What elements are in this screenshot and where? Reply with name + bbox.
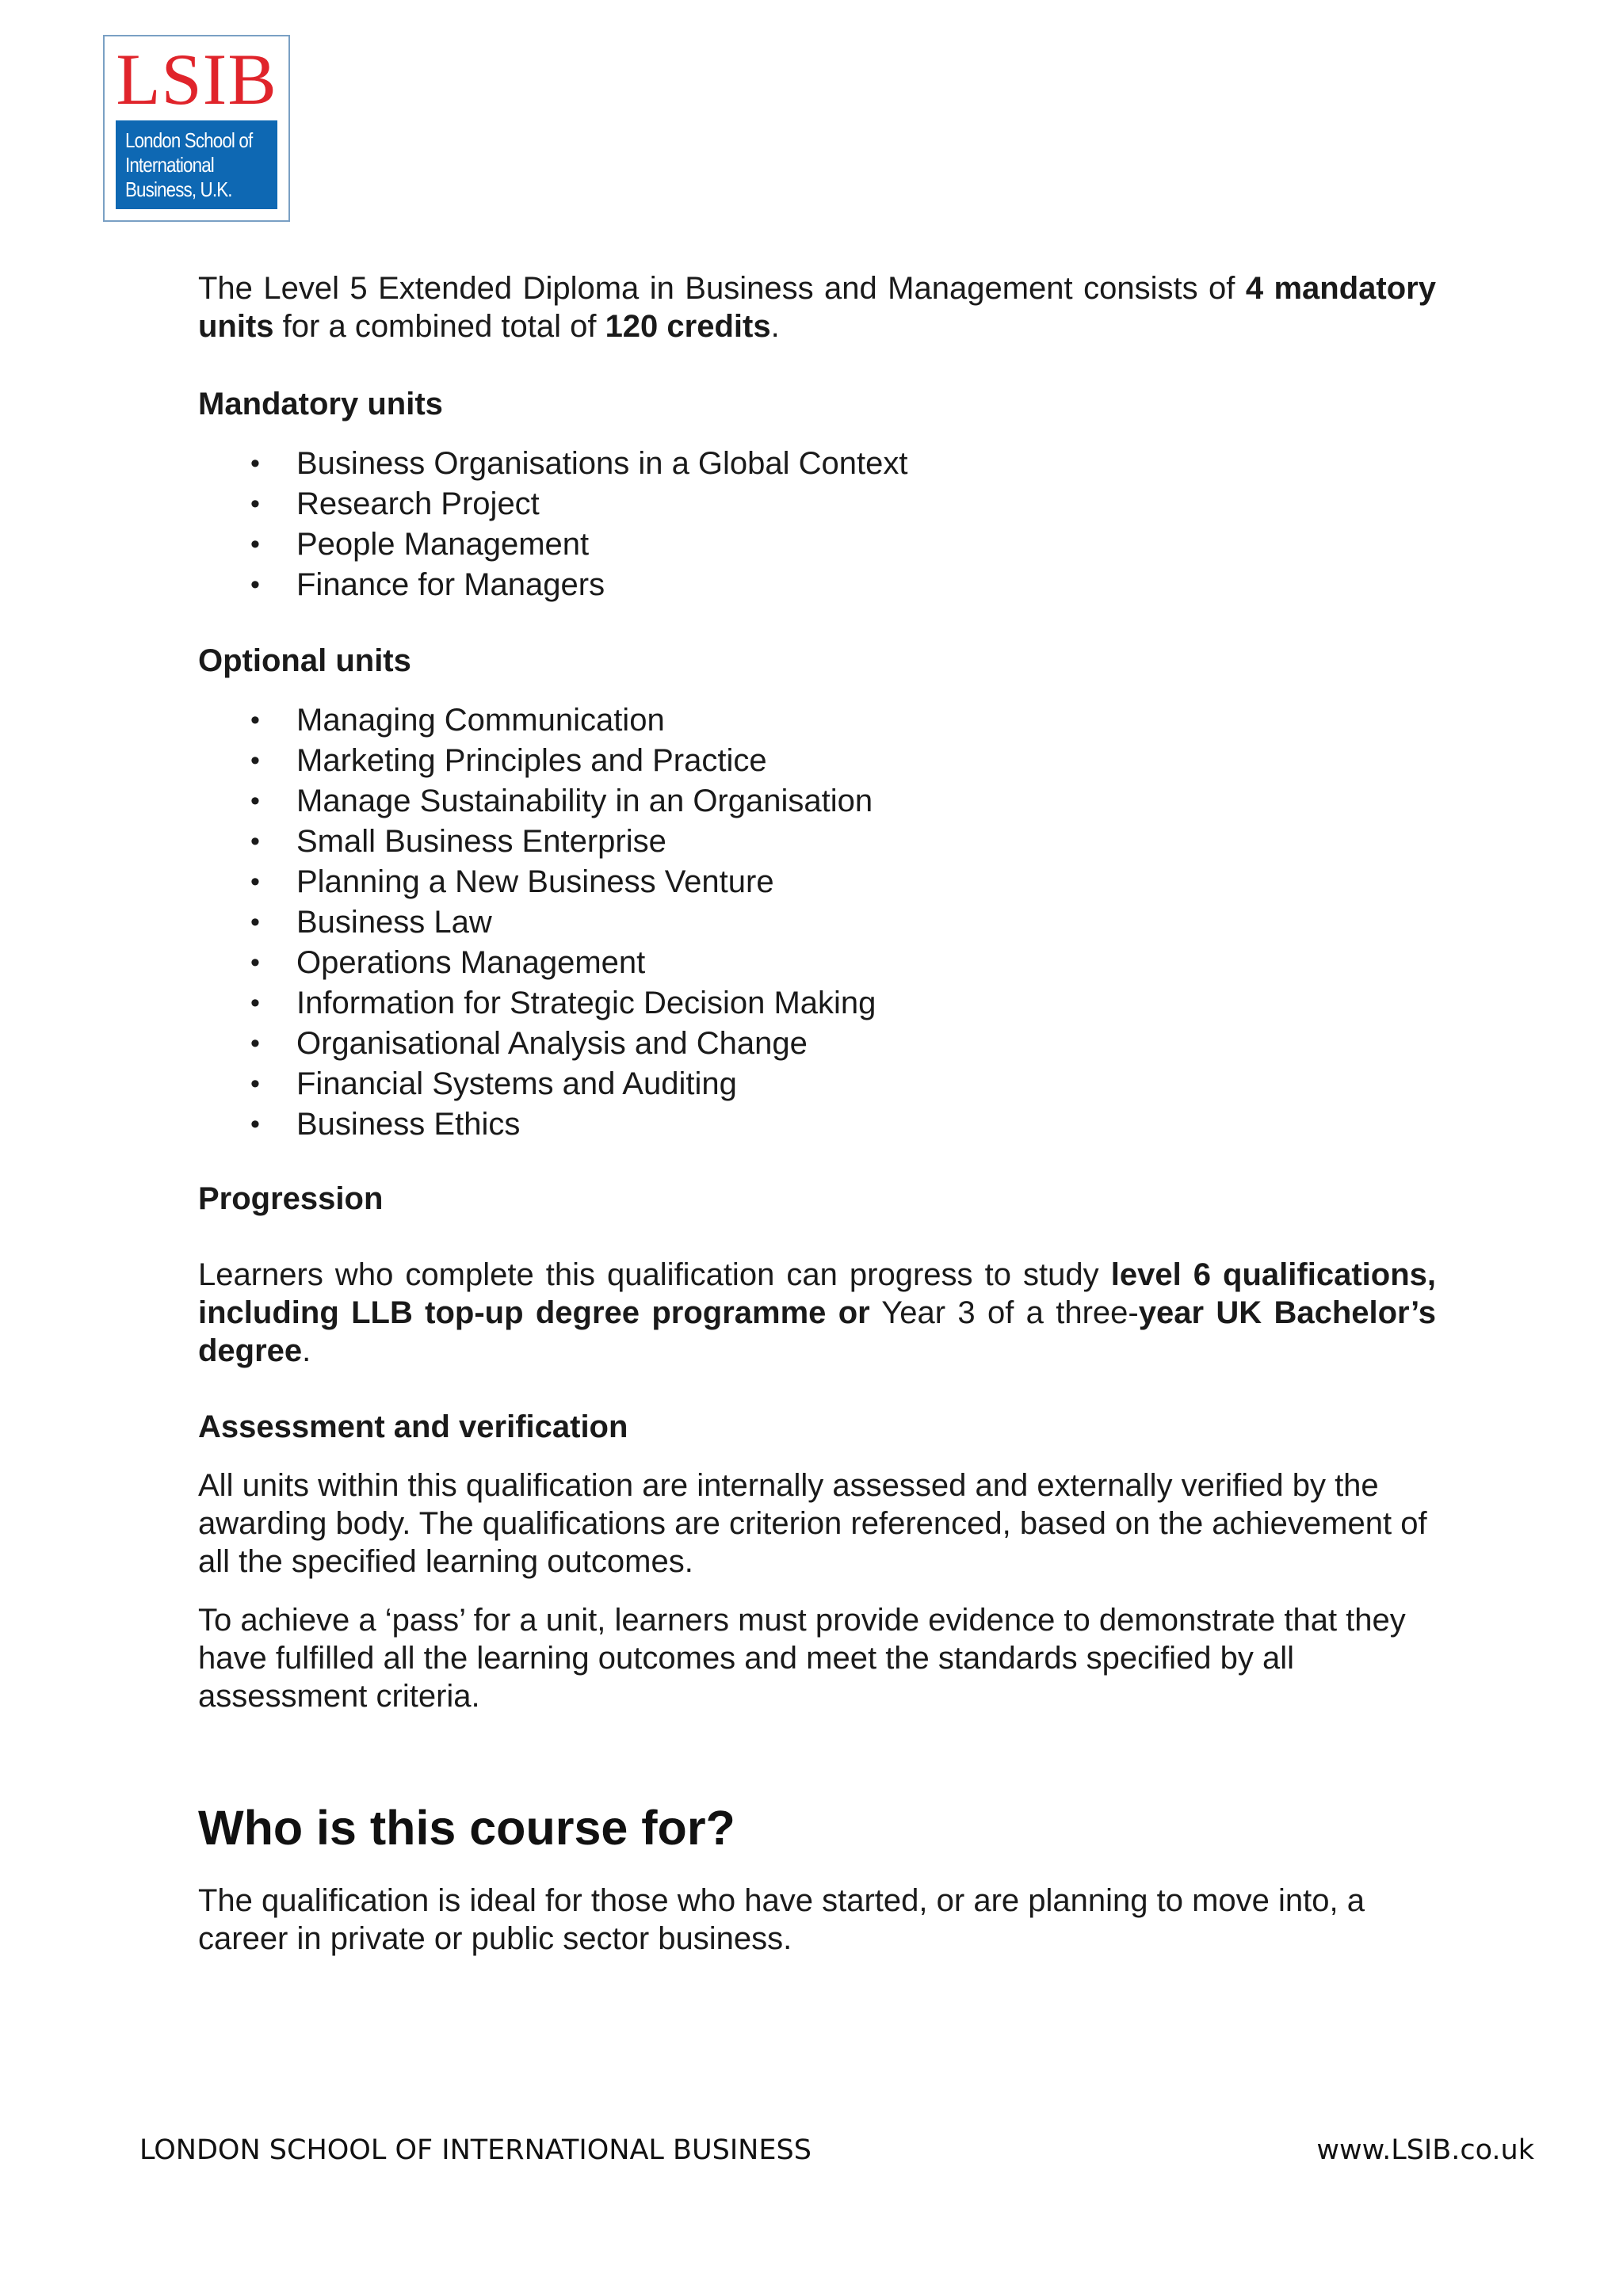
list-item xyxy=(198,822,1436,862)
bullet-icon: • xyxy=(250,867,260,897)
list-item xyxy=(198,862,1436,902)
course-for-heading: Who is this course for? xyxy=(198,1801,735,1855)
list-item-text: Business Ethics xyxy=(296,1107,521,1142)
intro-bold-credits: 120 credits xyxy=(605,309,771,344)
bullet-icon: • xyxy=(250,746,260,776)
bullet-icon: • xyxy=(250,529,260,559)
mandatory-units-heading: Mandatory units xyxy=(198,387,443,421)
list-item xyxy=(198,444,1436,484)
bullet-icon: • xyxy=(250,1109,260,1139)
progression-text-2: Year 3 of a three- xyxy=(869,1295,1139,1330)
assessment-paragraph-2: To achieve a ‘pass’ for a unit, learners must provide evidence to demonstrate that they have fulfilled all the learning outcomes and meet the standards specified by all assessment criteria. xyxy=(198,1603,1406,1714)
list-item-text: Operations Management xyxy=(296,945,646,980)
list-item xyxy=(198,700,1436,741)
progression-paragraph xyxy=(198,1256,1436,1370)
list-item xyxy=(198,983,1436,1024)
list-item-text: Financial Systems and Auditing xyxy=(296,1066,737,1101)
list-item xyxy=(198,1104,1436,1145)
list-item xyxy=(198,1064,1436,1104)
bullet-icon: • xyxy=(250,1069,260,1099)
assessment-heading: Assessment and verification xyxy=(198,1409,628,1444)
bullet-icon: • xyxy=(250,786,260,816)
list-item-text: People Management xyxy=(296,527,590,562)
list-item-text: Business Law xyxy=(296,905,492,940)
bullet-icon: • xyxy=(250,948,260,978)
list-item-text: Manage Sustainability in an Organisation xyxy=(296,784,873,818)
list-item-text: Organisational Analysis and Change xyxy=(296,1026,808,1061)
list-item-text: Planning a New Business Venture xyxy=(296,864,774,899)
list-item-text: Finance for Managers xyxy=(296,567,605,602)
bullet-icon: • xyxy=(250,570,260,600)
mandatory-units-list xyxy=(198,444,1436,605)
list-item xyxy=(198,524,1436,565)
progression-heading: Progression xyxy=(198,1181,384,1216)
lsib-logo xyxy=(103,35,290,222)
list-item-text: Research Project xyxy=(296,486,540,521)
footer-website: www.LSIB.co.uk xyxy=(1316,2134,1534,2166)
list-item xyxy=(198,565,1436,605)
list-item-text: Managing Communication xyxy=(296,703,665,738)
list-item xyxy=(198,1024,1436,1064)
bullet-icon: • xyxy=(250,826,260,856)
list-item xyxy=(198,741,1436,781)
optional-units-heading: Optional units xyxy=(198,643,411,678)
bullet-icon: • xyxy=(250,988,260,1018)
course-for-paragraph: The qualification is ideal for those who have started, or are planning to move into, a career in private or public sector business. xyxy=(198,1883,1365,1956)
bullet-icon: • xyxy=(250,448,260,479)
logo-line-2: International xyxy=(125,153,214,177)
intro-text-2: for a combined total of xyxy=(273,309,605,344)
bullet-icon: • xyxy=(250,907,260,937)
list-item-text: Information for Strategic Decision Making xyxy=(296,986,876,1020)
intro-text-3: . xyxy=(770,309,780,344)
list-item xyxy=(198,484,1436,524)
optional-units-list xyxy=(198,700,1436,1145)
list-item xyxy=(198,902,1436,943)
bullet-icon: • xyxy=(250,705,260,735)
list-item-text: Small Business Enterprise xyxy=(296,824,666,859)
list-item-text: Marketing Principles and Practice xyxy=(296,743,767,778)
progression-bold-2: year UK Bachelor’s degree xyxy=(198,1295,1436,1368)
document-body xyxy=(198,269,1436,1958)
list-item xyxy=(198,781,1436,822)
logo-wordmark: LSIB xyxy=(116,39,277,120)
progression-text-1: Learners who complete this qualification can progress to study xyxy=(198,1257,1111,1292)
list-item xyxy=(198,943,1436,983)
footer-organisation: LONDON SCHOOL OF INTERNATIONAL BUSINESS xyxy=(139,2134,812,2166)
logo-line-3: Business, U.K. xyxy=(125,177,232,201)
list-item-text: Business Organisations in a Global Context xyxy=(296,446,908,481)
logo-text-box xyxy=(116,120,277,209)
progression-bold-1: level 6 qualifications, including LLB top-up degree programme or xyxy=(198,1257,1436,1330)
logo-line-1: London School of xyxy=(125,128,253,152)
bullet-icon: • xyxy=(250,489,260,519)
assessment-paragraph-1: All units within this qualification are internally assessed and externally verified by the awarding body. The qualifications are criterion referenced, based on the achievement of all the specified learning outcomes. xyxy=(198,1468,1427,1579)
bullet-icon: • xyxy=(250,1028,260,1058)
intro-paragraph xyxy=(198,269,1436,345)
intro-bold-units: 4 mandatory units xyxy=(198,271,1436,344)
intro-text-1: The Level 5 Extended Diploma in Business and Management consists of xyxy=(198,271,1246,306)
progression-text-3: . xyxy=(302,1333,311,1368)
